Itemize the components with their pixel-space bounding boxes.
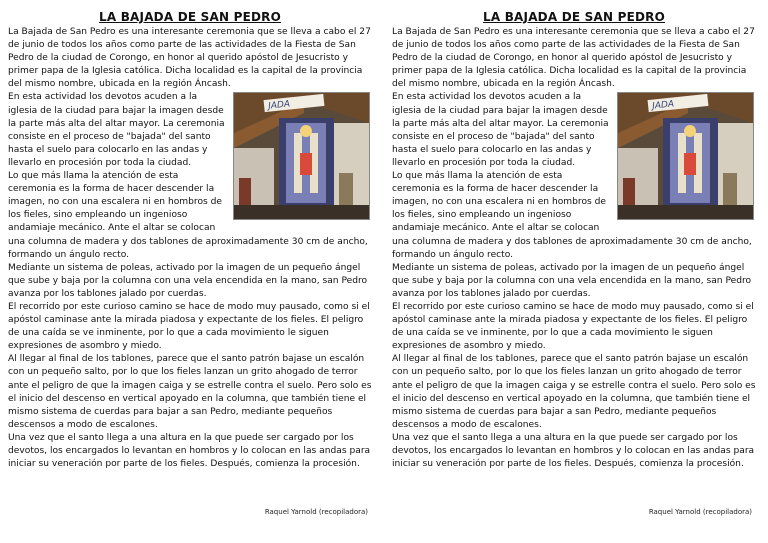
article-body [8, 26, 372, 471]
paragraph-activity: En esta actividad los devotos acuden a la iglesia de la ciudad para bajar la imagen desde la parte más alta del altar mayor. La ceremonia consiste en el proceso de "bajada" del santo hasta el suelo para colocarlo en las andas y llevarlo en procesión por toda la ciudad. [8, 92, 225, 168]
paragraph-procession: Una vez que el santo llega a una altura en la que puede ser cargado por los devotos, los encargados lo levantan en hombros y lo colocan en las andas para iniciar su veneración por parte de los fieles. Después, comienza la procesión. [392, 432, 755, 470]
photo-banner-text: JADA [651, 99, 675, 113]
author-credit: Raquel Yarnold (recopiladora) [648, 508, 752, 516]
author-credit: Raquel Yarnold (recopiladora) [264, 508, 368, 516]
paragraph-route: El recorrido por este curioso camino se hace de modo muy pausado, como si el apóstol caminase ante la mirada piadosa y expectante de los fieles. El peligro de una caída se ve inminente, por lo que a cada movimiento le siguen expresiones de asombro y miedo. [8, 301, 370, 352]
paragraph-mechanism: Lo que más llama la atención de esta ceremonia es la forma de hacer descender la imagen, no con una escalera ni en hombros de los fieles, sino empleando un ingenioso andamiaje mecánico. Ante el altar se colocan una columna de madera y dos tablones de aproximadamente 30 cm de ancho, formando un ángulo recto. [8, 171, 368, 260]
article-column-right [384, 0, 768, 543]
church-altar-photo [233, 92, 370, 220]
paragraph-descent: Al llegar al final de los tablones, parece que el santo patrón bajase un escalón con un pequeño salto, por lo que los fieles lanzan un grito ahogado de terror ante el peligro de que la imagen caiga y se estrelle contra el suelo. Pero solo es el inicio del descenso en vertical apoyado en la columna, que también tiene el mismo sistema de cuerdas para bajar a san Pedro, mediante pequeños descensos a modo de escalones. [8, 354, 372, 430]
paragraph-descent: Al llegar al final de los tablones, parece que el santo patrón bajase un escalón con un pequeño salto, por lo que los fieles lanzan un grito ahogado de terror ante el peligro de que la imagen caiga y se estrelle contra el suelo. Pero solo es el inicio del descenso en vertical apoyado en la columna, que también tiene el mismo sistema de cuerdas para bajar a san Pedro, mediante pequeños descensos a modo de escalones. [392, 354, 756, 430]
paragraph-pulleys: Mediante un sistema de poleas, activado por la imagen de un pequeño ángel que sube y baja por la columna con una vela encendida en la mano, san Pedro avanza por los tablones jalado por cuerdas. [392, 262, 752, 299]
paragraph-procession: Una vez que el santo llega a una altura en la que puede ser cargado por los devotos, los encargados lo levantan en hombros y lo colocan en las andas para iniciar su veneración por parte de los fieles. Después, comienza la procesión. [8, 432, 371, 470]
paragraph-intro: La Bajada de San Pedro es una interesante ceremonia que se lleva a cabo el 27 de junio de todos los años como parte de las actividades de la Fiesta de San Pedro de la ciudad de Corongo, en honor al querido apóstol de Jesucristo y primer papa de la Iglesia católica. Dicha localidad es la capital de la provincia del mismo nombre, ubicada en la región Áncash. [8, 27, 371, 90]
article-title: LA BAJADA DE SAN PEDRO [482, 10, 665, 24]
paragraph-mechanism: Lo que más llama la atención de esta ceremonia es la forma de hacer descender la imagen, no con una escalera ni en hombros de los fieles, sino empleando un ingenioso andamiaje mecánico. Ante el altar se colocan una columna de madera y dos tablones de aproximadamente 30 cm de ancho, formando un ángulo recto. [392, 171, 752, 260]
paragraph-intro: La Bajada de San Pedro es una interesante ceremonia que se lleva a cabo el 27 de junio de todos los años como parte de las actividades de la Fiesta de San Pedro de la ciudad de Corongo, en honor al querido apóstol de Jesucristo y primer papa de la Iglesia católica. Dicha localidad es la capital de la provincia del mismo nombre, ubicada en la región Áncash. [392, 27, 755, 90]
paragraph-activity: En esta actividad los devotos acuden a la iglesia de la ciudad para bajar la imagen desde la parte más alta del altar mayor. La ceremonia consiste en el proceso de "bajada" del santo hasta el suelo para colocarlo en las andas y llevarlo en procesión por toda la ciudad. [392, 92, 609, 168]
article-title: LA BAJADA DE SAN PEDRO [98, 10, 281, 24]
photo-banner-text: JADA [267, 99, 291, 113]
church-altar-photo [617, 92, 754, 220]
paragraph-route: El recorrido por este curioso camino se hace de modo muy pausado, como si el apóstol caminase ante la mirada piadosa y expectante de los fieles. El peligro de una caída se ve inminente, por lo que a cada movimiento le siguen expresiones de asombro y miedo. [392, 301, 754, 352]
article-body [392, 26, 756, 471]
paragraph-pulleys: Mediante un sistema de poleas, activado por la imagen de un pequeño ángel que sube y baja por la columna con una vela encendida en la mano, san Pedro avanza por los tablones jalado por cuerdas. [8, 262, 368, 299]
